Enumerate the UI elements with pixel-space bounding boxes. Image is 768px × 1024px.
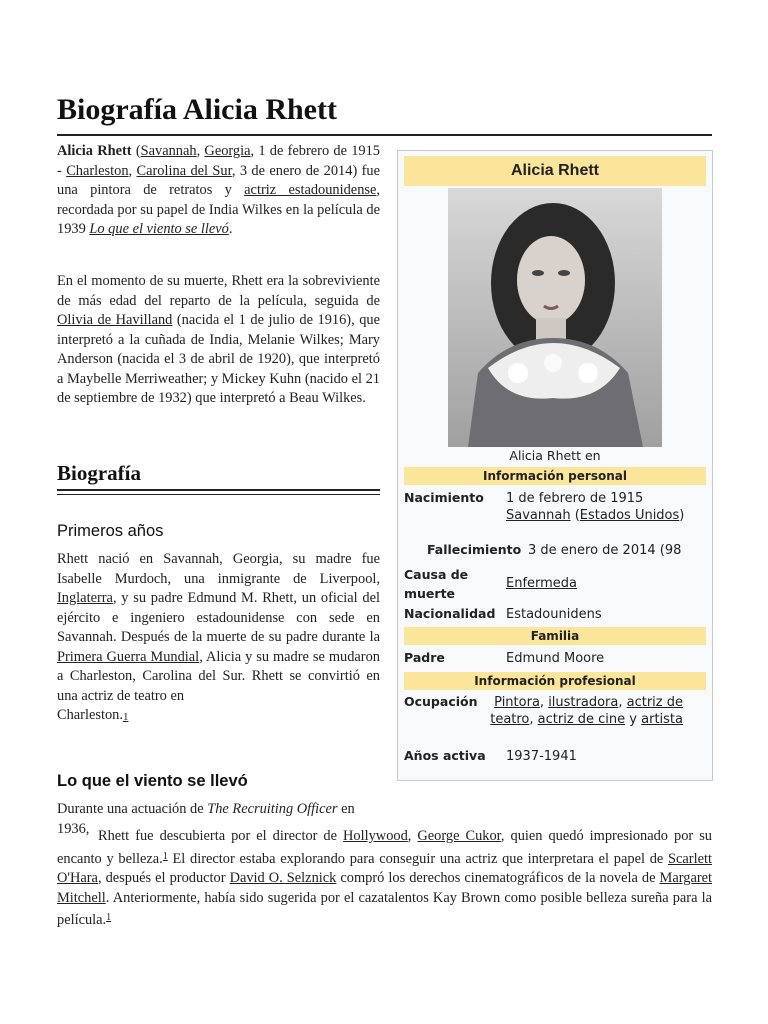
link-david-o-selznick[interactable]: David O. Selznick	[229, 870, 337, 886]
label-ocupacion: Ocupación	[404, 694, 478, 709]
value-nacimiento	[506, 490, 706, 524]
para-text: . Anteriormente, había sido sugerida por el cazatalentos Kay Brown como posible belleza sureña para la película.	[57, 889, 712, 928]
link-enfermedad[interactable]: Enfermeda	[506, 576, 578, 591]
link-george-cukor[interactable]: George Cukor	[417, 828, 501, 844]
section-header-familia: Familia	[404, 627, 706, 645]
value-ocupacion	[482, 694, 683, 728]
intro-text: (	[131, 143, 141, 159]
intro-text: , 1 de febrero de 1915 -	[57, 143, 380, 179]
value-nacionalidad: Estadounidens	[506, 607, 602, 622]
link-carolina-del-sur[interactable]: Carolina del Sur	[136, 162, 232, 179]
link-birth-place[interactable]: Savannah	[506, 508, 571, 523]
label-nacionalidad: Nacionalidad	[404, 606, 496, 621]
subject-name: Alicia Rhett	[57, 143, 132, 159]
page-title: Biografía Alicia Rhett	[57, 93, 337, 126]
para-text: En el momento de su muerte, Rhett era la sobreviviente de más edad del reparto de la película, seguida de	[57, 273, 380, 309]
section-divider	[57, 489, 380, 491]
para-text: El director estaba explorando para conseguir una actriz que interpretara el papel de	[167, 850, 669, 867]
link-olivia-de-havilland[interactable]: Olivia de Havilland	[57, 312, 173, 328]
link-pintora[interactable]: Pintora	[494, 695, 540, 710]
intro-text: .	[228, 221, 233, 237]
section-header-profesional: Información profesional	[404, 672, 706, 690]
section-divider-thin	[57, 494, 380, 495]
photo-caption: Alicia Rhett en	[509, 448, 601, 463]
para-text: Rhett nació en Savannah, Georgia, su madre fue Isabelle Murdoch, una inmigrante de Liverpool,	[57, 551, 380, 587]
link-savannah[interactable]: Savannah	[140, 143, 197, 159]
punct: y	[625, 712, 642, 727]
survivor-paragraph	[57, 272, 380, 409]
intro-text: , 3 de enero de 2014) fue una pintora de retratos y	[57, 162, 380, 198]
label-anos-activa: Años activa	[404, 748, 486, 763]
infobox-title: Alicia Rhett	[404, 156, 706, 186]
value-padre: Edmund Moore	[506, 651, 605, 666]
link-artista[interactable]: artista	[641, 712, 683, 727]
link-actriz-de-teatro[interactable]: actriz de teatro	[490, 695, 683, 727]
para-text: ,	[407, 828, 418, 844]
section-header-personal: Información personal	[404, 467, 706, 485]
para-text: (nacida el 1 de julio de 1916), que interpretó a la cuñada de India, Melanie Wilkes; Mary Anderson (nacida el 3 de abril de 1920), que interpretó a Maybelle Merriweather; y Mickey Kuhn (nacido el 21 de septiembre de 1932) que interpretó a Beau Wilkes.	[57, 312, 380, 406]
link-ilustradora[interactable]: ilustradora	[548, 695, 619, 710]
para-text: , y su padre Edmund M. Rhett, un oficial del ejército e ingeniero estadounidense con sede en Savannah. Después de la muerte de su padre durante la	[57, 590, 380, 645]
para-text: Durante una actuación de	[57, 801, 208, 817]
para-text: en 1936,	[57, 801, 355, 837]
intro-paragraph	[57, 142, 380, 240]
value-fallecimiento: 3 de enero de 2014 (98	[528, 543, 682, 558]
label-padre: Padre	[404, 650, 445, 665]
section-heading-biografia: Biografía	[57, 461, 141, 485]
punct: ,	[539, 695, 549, 710]
link-charleston[interactable]: Charleston	[66, 162, 129, 179]
link-estados-unidos[interactable]: Estados Unidos	[579, 508, 680, 523]
early-life-paragraph	[57, 550, 380, 728]
para-text: , después el productor	[97, 870, 230, 886]
link-georgia[interactable]: Georgia	[204, 143, 251, 159]
intro-text: ,	[128, 162, 137, 179]
intro-text: , recordada por su papel de India Wilkes en la película de 1939	[57, 182, 380, 237]
intro-text: ,	[196, 143, 205, 159]
title-divider	[57, 134, 712, 136]
label-causa-de-muerte: Causa de muerte	[404, 567, 469, 601]
value-causa	[506, 575, 706, 592]
portrait-image	[448, 188, 662, 447]
subheading-primeros-anos: Primeros años	[57, 522, 164, 540]
subheading-lo-que-el-viento: Lo que el viento se llevó	[57, 772, 248, 790]
citation-link[interactable]: 1	[122, 711, 129, 723]
link-actriz-estadounidense[interactable]: actriz estadounidense	[244, 182, 377, 198]
punct: (	[570, 508, 580, 523]
infobox	[397, 150, 713, 781]
punct: ,	[529, 712, 538, 727]
portrait-photo[interactable]	[448, 188, 662, 447]
link-film[interactable]: Lo que el viento se llevó	[89, 221, 229, 237]
label-fallecimiento: Fallecimiento	[427, 542, 522, 557]
citation-link[interactable]: 1	[106, 912, 112, 923]
label-nacimiento: Nacimiento	[404, 490, 484, 505]
citation-link[interactable]: 1	[162, 850, 168, 862]
link-primera-guerra-mundial[interactable]: Primera Guerra Mundial	[57, 648, 200, 665]
para-text: Rhett fue descubierta por el director de	[92, 828, 344, 844]
link-hollywood[interactable]: Hollywood	[343, 828, 408, 844]
value-anos-activa: 1937-1941	[506, 749, 577, 764]
birth-date: 1 de febrero de 1915	[506, 491, 644, 506]
link-scarlett-ohara[interactable]: Scarlett O'Hara	[57, 850, 712, 886]
play-title: The Recruiting Officer	[207, 801, 338, 817]
para-text: , Alicia y su madre se mudaron a Charleston, Carolina del Sur. Rhett se convirtió en una actriz de teatro en	[57, 648, 380, 704]
film-paragraph	[57, 827, 712, 931]
link-margaret-mitchell[interactable]: Margaret Mitchell	[57, 870, 713, 906]
para-text: compró los derechos cinematográficos de la novela de	[336, 870, 660, 886]
punct: ,	[618, 695, 627, 710]
link-actriz-de-cine[interactable]: actriz de cine	[537, 712, 626, 727]
para-text: , quien quedó impresionado por su encanto y belleza.	[57, 828, 712, 867]
punct: )	[679, 508, 685, 523]
link-inglaterra[interactable]: Inglaterra	[57, 590, 113, 606]
para-text: Charleston.	[57, 707, 123, 723]
